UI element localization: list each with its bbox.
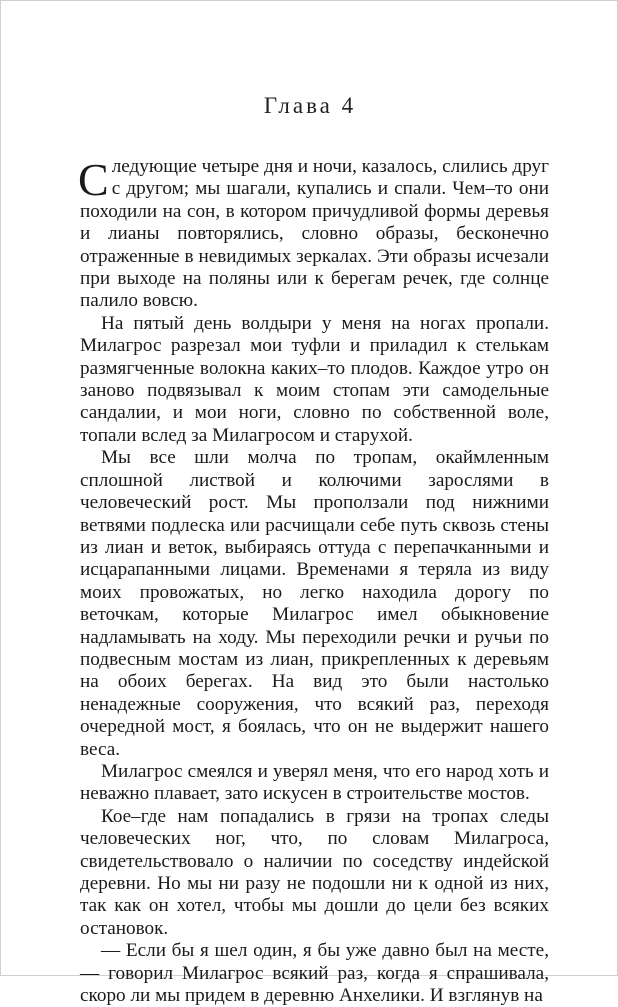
paragraph-4: Милагрос смеялся и уверял меня, что его народ хоть и неважно плавает, зато искусен в строительстве мостов. <box>80 760 549 805</box>
paragraph-1-text: ледующие четыре дня и ночи, казалось, слились друг с другом; мы шагали, купались и спали. Чем–то они походили на сон, в котором причудливой формы деревья и лианы повторялись, словно образы, бесконечно отраженные в невидимых зеркалах. Эти образы исчезали при выходе на поляны или к берегам речек, где солнце палило вовсю. <box>80 156 549 312</box>
drop-cap: С <box>78 154 109 205</box>
body-text <box>80 156 549 1007</box>
paragraph-2: На пятый день волдыри у меня на ногах пропали. Милагрос разрезал мои туфли и приладил к стелькам размягченные волокна каких–то плодов. Каждое утро он заново подвязывал к моим стопам эти самодельные сандалии, и мои ноги, словно по собственной воле, топали вслед за Милагросом и старухой. <box>80 312 549 446</box>
paragraph-5: Кое–где нам попадались в грязи на тропах следы человеческих ног, что, по словам Милагроса, свидетельствовало о наличии по соседству индейской деревни. Но мы ни разу не подошли ни к одной из них, так как он хотел, чтобы мы дошли до цели без всяких остановок. <box>80 805 549 939</box>
chapter-title: Глава 4 <box>263 93 357 118</box>
paragraph-6: — Если бы я шел один, я бы уже давно был на месте, — говорил Милагрос всякий раз, когда я спрашивала, скоро ли мы придем в деревню Анхелики. И взглянув на <box>80 940 549 1007</box>
paragraph-3: Мы все шли молча по тропам, окаймленным сплошной листвой и колючими зарослями в человеческий рост. Мы проползали под нижними ветвями подлеска или расчищали себе путь сквозь стены из лиан и веток, выбираясь оттуда с перепачканными и исцарапанными лицами. Временами я теряла из виду моих провожатых, но легко находила дорогу по веточкам, которые Милагрос имел обыкновение надламывать на ходу. Мы переходили речки и ручьи по подвесным мостам из лиан, прикрепленных к деревьям на обоих берегах. На вид это были настолько ненадежные сооружения, что всякий раз, переходя очередной мост, я боялась, что он не выдержит нашего веса. <box>80 447 549 760</box>
paragraph-1 <box>80 156 549 313</box>
